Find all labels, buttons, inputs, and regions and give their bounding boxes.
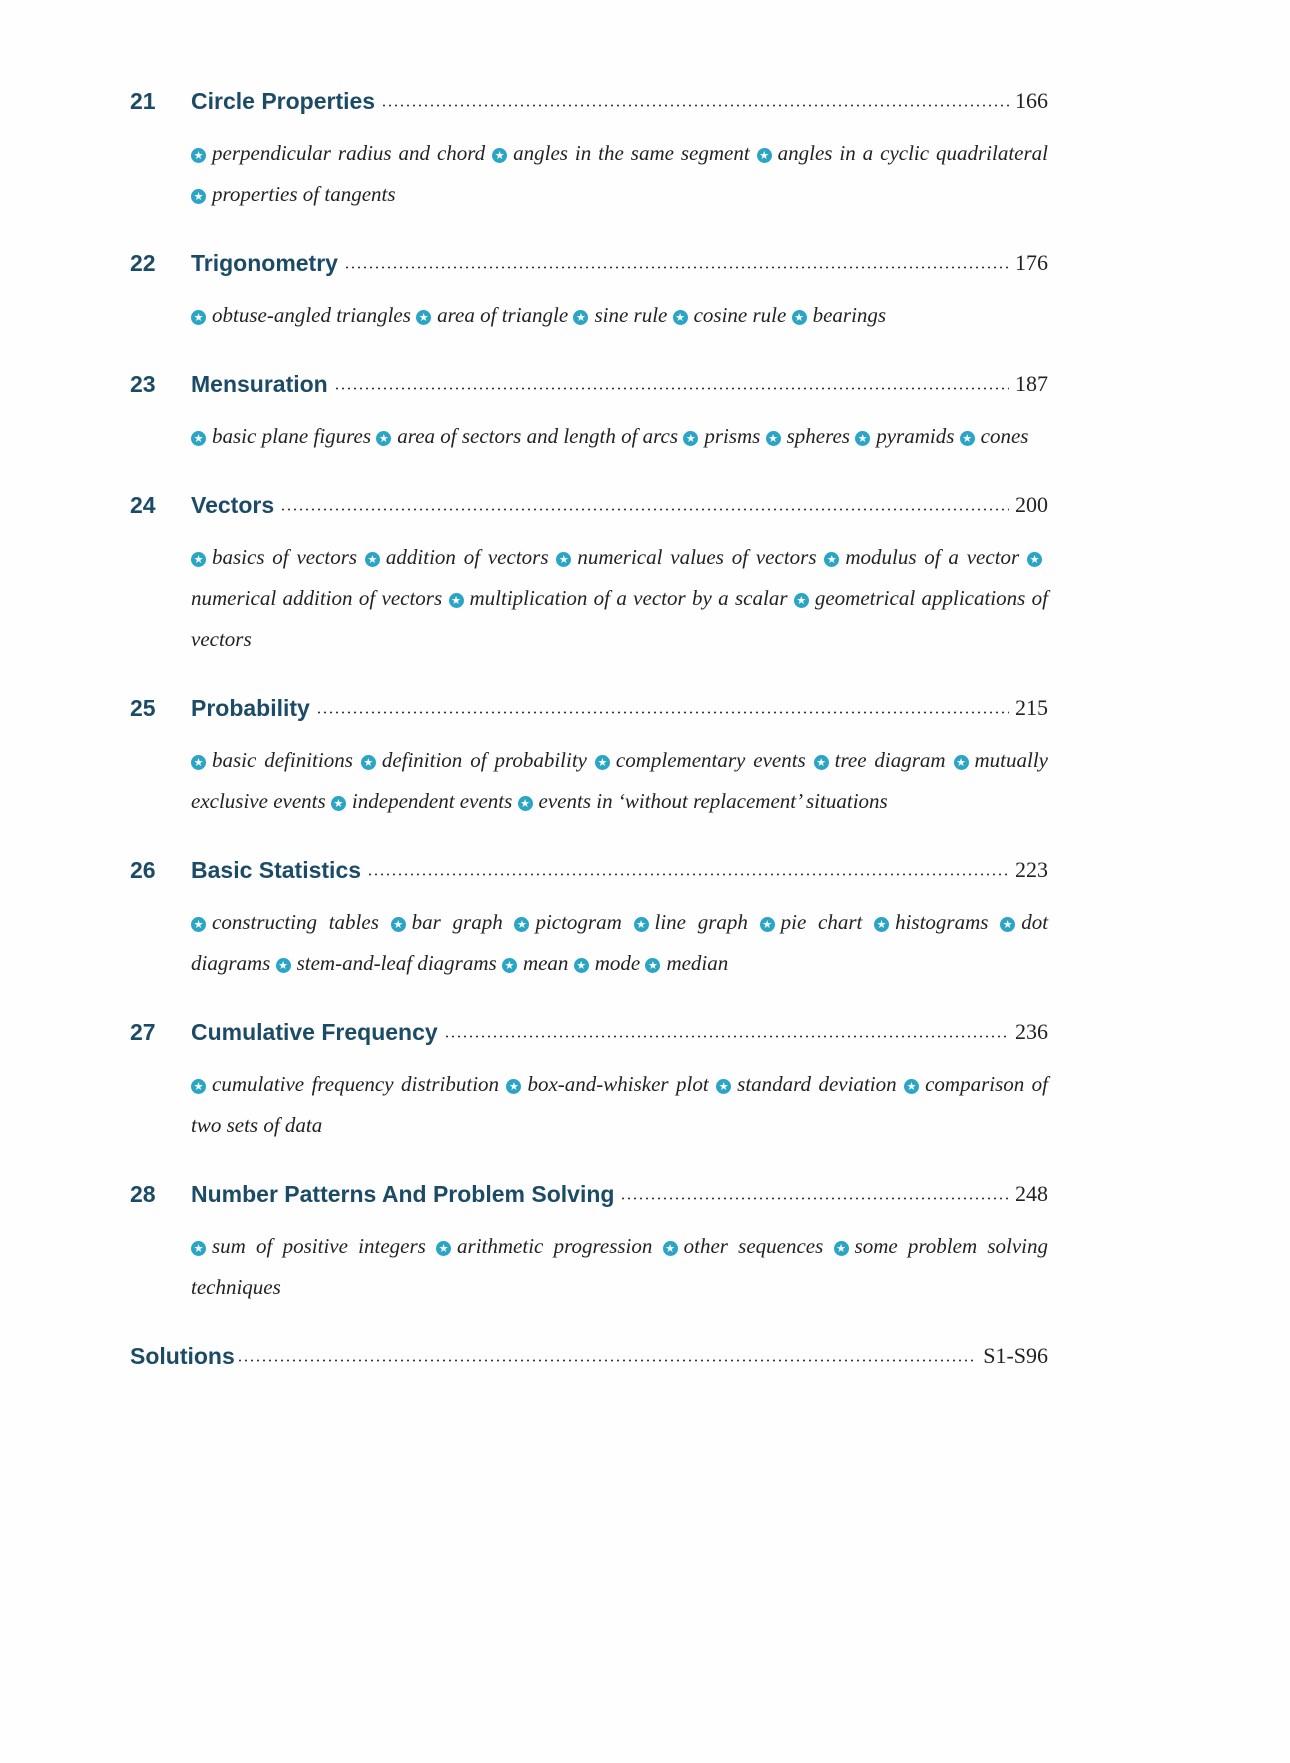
star-bullet-icon: ★ <box>191 1241 206 1256</box>
star-bullet-icon: ★ <box>634 917 649 932</box>
topic-item: dot diagrams <box>191 910 1049 975</box>
star-bullet-icon: ★ <box>574 958 589 973</box>
star-bullet-icon: ★ <box>573 310 588 325</box>
topic-item: properties of tangents <box>212 182 396 206</box>
chapter-heading[interactable] <box>130 1179 1048 1209</box>
chapter-entry <box>130 490 1048 660</box>
star-bullet-icon: ★ <box>766 431 781 446</box>
topic-item: constructing tables <box>212 910 379 934</box>
chapter-title[interactable]: Circle Properties <box>191 88 376 114</box>
topic-item: mean <box>522 951 569 975</box>
topic-item: events in ‘without replacement’ situations <box>538 789 888 813</box>
star-bullet-icon: ★ <box>191 148 206 163</box>
topic-item: mutually exclusive events <box>191 748 1048 813</box>
topic-item: pictogram <box>535 910 622 934</box>
star-bullet-icon: ★ <box>645 958 660 973</box>
chapter-number: 28 <box>130 1181 156 1207</box>
solutions-title[interactable]: Solutions <box>130 1343 235 1369</box>
page-number: 248 <box>1015 1181 1048 1206</box>
topic-item: pyramids <box>876 424 955 448</box>
page-number: 236 <box>1015 1019 1048 1044</box>
topic-list <box>191 295 1048 336</box>
star-bullet-icon: ★ <box>191 755 206 770</box>
chapter-entry <box>130 86 1048 215</box>
topic-list <box>191 1226 1048 1308</box>
topic-item: other sequences <box>683 1234 824 1258</box>
topic-item: angles in a cyclic quadrilateral <box>777 141 1049 165</box>
topic-item: definition of probability <box>381 748 587 772</box>
star-bullet-icon: ★ <box>514 917 529 932</box>
topic-item: sum of positive integers <box>212 1234 426 1258</box>
star-bullet-icon: ★ <box>757 148 772 163</box>
chapter-heading[interactable] <box>130 693 1048 723</box>
star-bullet-icon: ★ <box>191 917 206 932</box>
topic-item: basic definitions <box>212 748 353 772</box>
topic-item: numerical values of vectors <box>577 545 817 569</box>
solutions-entry[interactable] <box>130 1341 1048 1371</box>
topic-list <box>191 740 1048 822</box>
dot-leader <box>620 1197 1009 1200</box>
star-bullet-icon: ★ <box>760 917 775 932</box>
topic-item: angles in the same segment <box>513 141 750 165</box>
topic-item: line graph <box>654 910 748 934</box>
topic-item: standard deviation <box>737 1072 897 1096</box>
chapter-title[interactable]: Number Patterns And Problem Solving <box>191 1181 615 1207</box>
chapter-number: 23 <box>130 371 156 397</box>
chapter-heading[interactable] <box>130 490 1048 520</box>
topic-item: mode <box>594 951 641 975</box>
page-number: 176 <box>1015 250 1048 275</box>
topic-item: area of triangle <box>437 303 569 327</box>
star-bullet-icon: ★ <box>683 431 698 446</box>
star-bullet-icon: ★ <box>191 310 206 325</box>
star-bullet-icon: ★ <box>673 310 688 325</box>
topic-item: cumulative frequency distribution <box>212 1072 500 1096</box>
star-bullet-icon: ★ <box>191 1079 206 1094</box>
star-bullet-icon: ★ <box>794 593 809 608</box>
chapter-heading[interactable] <box>130 855 1048 885</box>
table-of-contents <box>130 86 1048 1371</box>
star-bullet-icon: ★ <box>814 755 829 770</box>
star-bullet-icon: ★ <box>792 310 807 325</box>
topic-item: basics of vectors <box>212 545 358 569</box>
dot-leader <box>444 1035 1009 1038</box>
chapter-title[interactable]: Cumulative Frequency <box>191 1019 438 1045</box>
dot-leader <box>280 508 1009 511</box>
dot-leader <box>237 1359 977 1362</box>
topic-item: cones <box>980 424 1029 448</box>
dot-leader <box>344 266 1009 269</box>
topic-list <box>191 416 1048 457</box>
topic-list <box>191 1064 1048 1146</box>
star-bullet-icon: ★ <box>492 148 507 163</box>
topic-list <box>191 537 1048 660</box>
chapter-title[interactable]: Mensuration <box>191 371 328 397</box>
topic-item: numerical addition of vectors <box>191 586 443 610</box>
star-bullet-icon: ★ <box>331 796 346 811</box>
topic-item: bar graph <box>411 910 503 934</box>
star-bullet-icon: ★ <box>365 552 380 567</box>
star-bullet-icon: ★ <box>855 431 870 446</box>
topic-item: tree diagram <box>834 748 946 772</box>
chapter-title[interactable]: Trigonometry <box>191 250 338 276</box>
star-bullet-icon: ★ <box>391 917 406 932</box>
chapter-entry <box>130 1179 1048 1308</box>
page-number: 166 <box>1015 88 1048 113</box>
star-bullet-icon: ★ <box>276 958 291 973</box>
star-bullet-icon: ★ <box>436 1241 451 1256</box>
page-number: 215 <box>1015 695 1048 720</box>
star-bullet-icon: ★ <box>874 917 889 932</box>
chapter-heading[interactable] <box>130 248 1048 278</box>
topic-item: geometrical applications of vectors <box>191 586 1048 651</box>
star-bullet-icon: ★ <box>506 1079 521 1094</box>
chapter-heading[interactable] <box>130 86 1048 116</box>
chapter-title[interactable]: Vectors <box>191 492 275 518</box>
star-bullet-icon: ★ <box>663 1241 678 1256</box>
topic-item: addition of vectors <box>385 545 549 569</box>
topic-item: area of sectors and length of arcs <box>397 424 679 448</box>
star-bullet-icon: ★ <box>716 1079 731 1094</box>
topic-item: sine rule <box>594 303 668 327</box>
chapter-title[interactable]: Probability <box>191 695 310 721</box>
star-bullet-icon: ★ <box>416 310 431 325</box>
chapter-number: 27 <box>130 1019 156 1045</box>
chapter-entry <box>130 1017 1048 1146</box>
topic-item: obtuse-angled triangles <box>212 303 411 327</box>
page-number: 200 <box>1015 492 1048 517</box>
star-bullet-icon: ★ <box>191 552 206 567</box>
dot-leader <box>381 104 1009 107</box>
star-bullet-icon: ★ <box>502 958 517 973</box>
star-bullet-icon: ★ <box>954 755 969 770</box>
chapter-number: 24 <box>130 492 156 518</box>
solutions-page: S1-S96 <box>983 1343 1048 1368</box>
chapter-entry <box>130 693 1048 822</box>
chapter-entry <box>130 369 1048 457</box>
chapter-entry <box>130 248 1048 336</box>
topic-item: box-and-whisker plot <box>527 1072 709 1096</box>
topic-item: basic plane figures <box>212 424 372 448</box>
topic-item: independent events <box>351 789 513 813</box>
topic-item: arithmetic progression <box>457 1234 653 1258</box>
chapter-heading[interactable] <box>130 369 1048 399</box>
star-bullet-icon: ★ <box>361 755 376 770</box>
page-number: 187 <box>1015 371 1048 396</box>
chapter-number: 26 <box>130 857 156 883</box>
topic-item: modulus of a vector <box>845 545 1020 569</box>
topic-item: cosine rule <box>693 303 787 327</box>
star-bullet-icon: ★ <box>556 552 571 567</box>
topic-item: pie chart <box>780 910 863 934</box>
star-bullet-icon: ★ <box>595 755 610 770</box>
star-bullet-icon: ★ <box>1027 552 1042 567</box>
page-number: 223 <box>1015 857 1048 882</box>
dot-leader <box>367 873 1009 876</box>
topic-item: some problem solving techniques <box>191 1234 1049 1299</box>
star-bullet-icon: ★ <box>960 431 975 446</box>
topic-item: perpendicular radius and chord <box>212 141 486 165</box>
chapter-number: 21 <box>130 88 156 114</box>
topic-item: complementary events <box>615 748 806 772</box>
chapter-number: 22 <box>130 250 156 276</box>
star-bullet-icon: ★ <box>824 552 839 567</box>
topic-item: prisms <box>704 424 761 448</box>
star-bullet-icon: ★ <box>1000 917 1015 932</box>
topic-item: bearings <box>812 303 887 327</box>
chapter-entry <box>130 855 1048 984</box>
topic-item: multiplication of a vector by a scalar <box>469 586 788 610</box>
topic-item: histograms <box>895 910 989 934</box>
star-bullet-icon: ★ <box>191 189 206 204</box>
star-bullet-icon: ★ <box>449 593 464 608</box>
topic-list <box>191 133 1048 215</box>
star-bullet-icon: ★ <box>518 796 533 811</box>
chapter-number: 25 <box>130 695 156 721</box>
star-bullet-icon: ★ <box>376 431 391 446</box>
topic-list <box>191 902 1048 984</box>
topic-item: spheres <box>786 424 850 448</box>
dot-leader <box>316 711 1009 714</box>
chapter-title[interactable]: Basic Statistics <box>191 857 362 883</box>
chapter-heading[interactable] <box>130 1017 1048 1047</box>
star-bullet-icon: ★ <box>904 1079 919 1094</box>
topic-item: stem-and-leaf diagrams <box>296 951 497 975</box>
star-bullet-icon: ★ <box>191 431 206 446</box>
star-bullet-icon: ★ <box>834 1241 849 1256</box>
topic-item: comparison of two sets of data <box>191 1072 1049 1137</box>
dot-leader <box>334 387 1009 390</box>
topic-item: median <box>666 951 729 975</box>
